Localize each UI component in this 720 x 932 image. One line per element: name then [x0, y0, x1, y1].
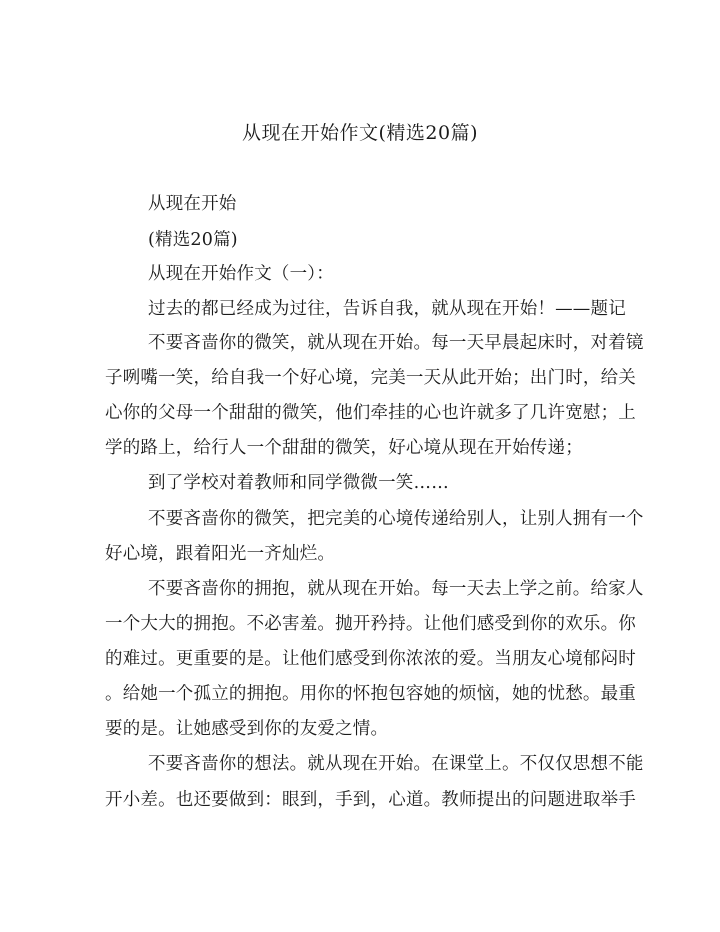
- text-line: 要的是。让她感受到你的友爱之情。: [105, 719, 389, 739]
- text-line: 不要吝啬你的想法。就从现在开始。在课堂上。不仅仅思想不能: [148, 754, 644, 774]
- text-line: 从现在开始作文（一）：: [148, 264, 334, 284]
- text-line: 子咧嘴一笑，给自我一个好心境，完美一天从此开始；出门时，给关: [105, 368, 636, 388]
- text-line: 开小差。也还要做到：眼到，手到，心道。教师提出的问题进取举手: [105, 790, 636, 810]
- text-line: 好心境，跟着阳光一齐灿烂。: [105, 544, 336, 564]
- text-line: 到了学校对着教师和同学微微一笑……: [148, 473, 449, 493]
- text-line: 从现在开始: [148, 194, 237, 214]
- text-line: 不要吝啬你的拥抱，就从现在开始。每一天去上学之前。给家人: [148, 579, 644, 599]
- text-line: 一个大大的拥抱。不必害羞。抛开矜持。让他们感受到你的欢乐。你: [105, 614, 636, 634]
- document-title: 从现在开始作文(精选20篇): [241, 122, 478, 144]
- text-line: (精选20篇): [148, 230, 238, 250]
- text-line: 的难过。更重要的是。让他们感受到你浓浓的爱。当朋友心境郁闷时: [105, 649, 636, 669]
- text-line: 不要吝啬你的微笑，就从现在开始。每一天早晨起床时，对着镜: [148, 333, 644, 353]
- text-line: 不要吝啬你的微笑，把完美的心境传递给别人，让别人拥有一个: [148, 509, 644, 529]
- text-line: 过去的都已经成为过往，告诉自我，就从现在开始！——题记: [148, 299, 626, 319]
- text-line: 。给她一个孤立的拥抱。用你的怀抱包容她的烦恼，她的忧愁。最重: [105, 684, 636, 704]
- text-line: 心你的父母一个甜甜的微笑，他们牵挂的心也许就多了几许宽慰；上: [105, 403, 636, 423]
- text-line: 学的路上，给行人一个甜甜的微笑，好心境从现在开始传递；: [105, 438, 583, 458]
